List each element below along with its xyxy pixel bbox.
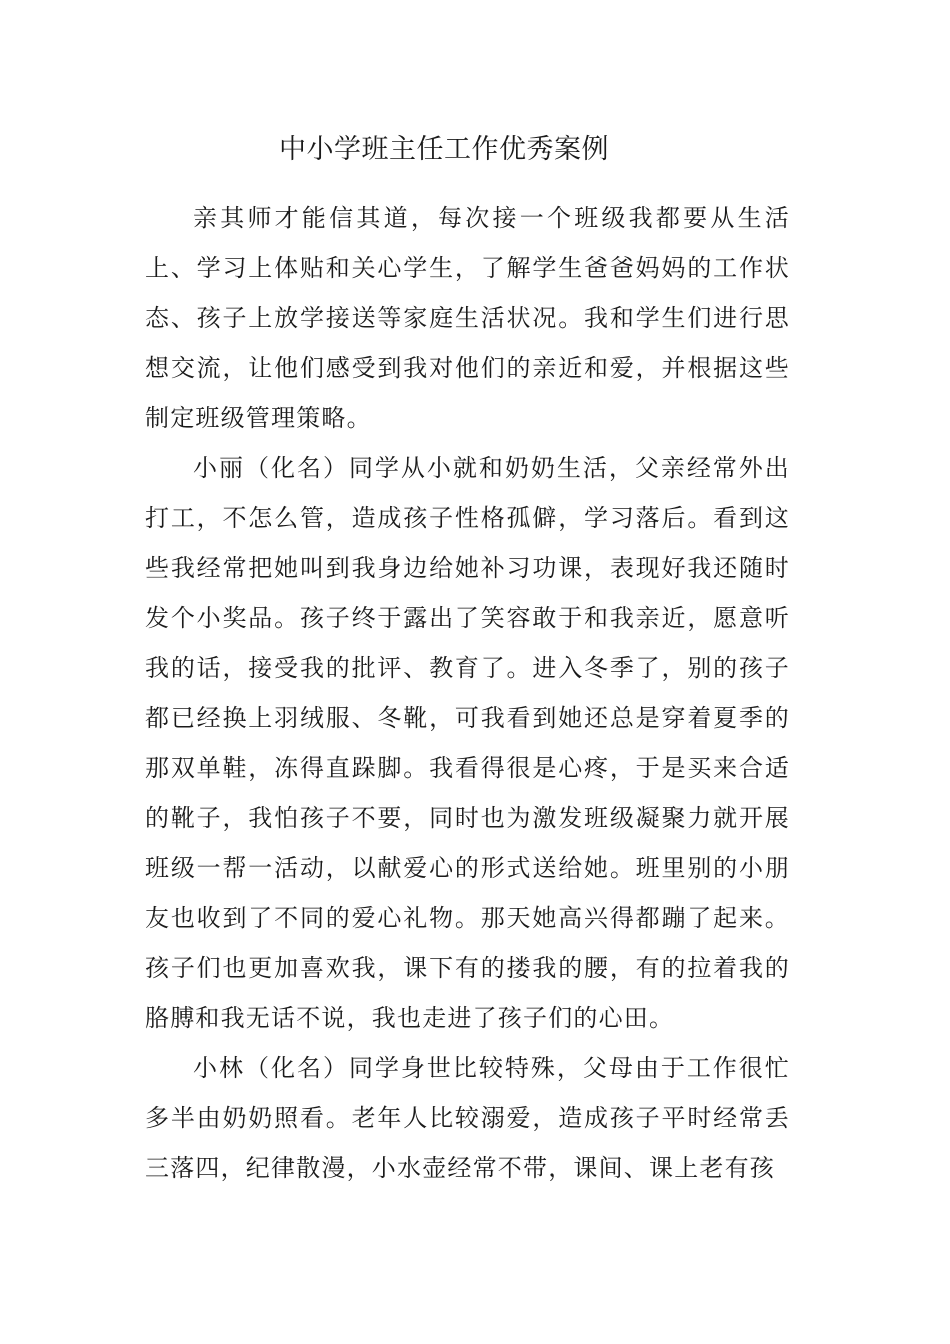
paragraph-case-xiaoli: 小丽（化名）同学从小就和奶奶生活，父亲经常外出打工，不怎么管，造成孩子性格孤僻，学习落后。看到这些我经常把她叫到我身边给她补习功课，表现好我还随时发个小奖品。孩子终于露出了笑容敢于和我亲近，愿意听我的话，接受我的批评、教育了。进入冬季了，别的孩子都已经换上羽绒服、冬靴，可我看到她还总是穿着夏季的那双单鞋，冻得直跺脚。我看得很是心疼，于是买来合适的靴子，我怕孩子不要，同时也为激发班级凝聚力就开展班级一帮一活动，以献爱心的形式送给她。班里别的小朋友也收到了不同的爱心礼物。那天她高兴得都蹦了起来。孩子们也更加喜欢我，课下有的搂我的腰，有的拉着我的胳膊和我无话不说，我也走进了孩子们的心田。 [145, 454, 790, 1032]
paragraph-intro: 亲其师才能信其道，每次接一个班级我都要从生活上、学习上体贴和关心学生，了解学生爸爸妈妈的工作状态、孩子上放学接送等家庭生活状况。我和学生们进行思想交流，让他们感受到我对他们的亲近和爱，并根据这些制定班级管理策略。 [145, 204, 790, 432]
paragraph-case-xiaolin: 小林（化名）同学身世比较特殊，父母由于工作很忙多半由奶奶照看。老年人比较溺爱，造成孩子平时经常丢三落四，纪律散漫，小水壶经常不带，课间、课上老有孩 [145, 1054, 790, 1182]
document-body [145, 193, 790, 1193]
document-title: 中小学班主任工作优秀案例 [279, 134, 609, 165]
